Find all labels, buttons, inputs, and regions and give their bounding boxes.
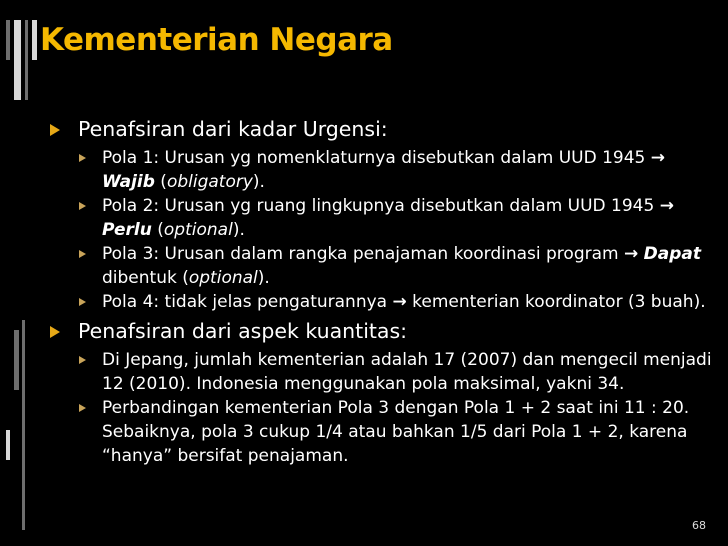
list-item: Perbandingan kementerian Pola 3 dengan Pola 1 + 2 saat ini 11 : 20. Sebaiknya, pola 3 cukup 1/4 atau bahkan 1/5 dari Pola 1 + 2, karena “hanya” bersifat penajaman. <box>42 396 712 468</box>
list-item: Di Jepang, jumlah kementerian adalah 17 (2007) dan mengecil menjadi 12 (2010). Indonesia menggunakan pola maksimal, yakni 34. <box>42 348 712 396</box>
arrow-right-icon: → <box>650 148 666 168</box>
decorative-bar <box>25 20 28 100</box>
arrow-right-icon: → <box>392 292 407 312</box>
bullet-icon <box>50 124 60 136</box>
bullet-icon <box>79 250 86 258</box>
decorative-bar <box>14 330 19 390</box>
decorative-bar <box>14 20 21 100</box>
section-heading: Penafsiran dari aspek kuantitas: <box>42 318 712 344</box>
bullet-icon <box>79 154 86 162</box>
bullet-icon <box>50 326 60 338</box>
bullet-icon <box>79 202 86 210</box>
list-item: Pola 1: Urusan yg nomenklaturnya disebutkan dalam UUD 1945 → Wajib (obligatory). <box>42 146 712 194</box>
arrow-right-icon: → <box>623 244 639 264</box>
page-number: 68 <box>692 519 706 532</box>
decorative-bar <box>6 430 10 460</box>
bullet-list <box>42 116 712 468</box>
decorative-bar <box>32 20 37 60</box>
list-item: Pola 2: Urusan yg ruang lingkupnya disebutkan dalam UUD 1945 → Perlu (optional). <box>42 194 712 242</box>
bullet-icon <box>79 298 86 306</box>
section-heading: Penafsiran dari kadar Urgensi: <box>42 116 712 142</box>
bullet-icon <box>79 404 86 412</box>
decorative-bar <box>6 20 10 60</box>
arrow-right-icon: → <box>659 196 674 216</box>
list-item: Pola 4: tidak jelas pengaturannya → kementerian koordinator (3 buah). <box>42 290 712 314</box>
list-item: Pola 3: Urusan dalam rangka penajaman koordinasi program → Dapat dibentuk (optional). <box>42 242 712 290</box>
bullet-icon <box>79 356 86 364</box>
decorative-bar <box>22 320 25 530</box>
slide-title: Kementerian Negara <box>40 22 393 58</box>
